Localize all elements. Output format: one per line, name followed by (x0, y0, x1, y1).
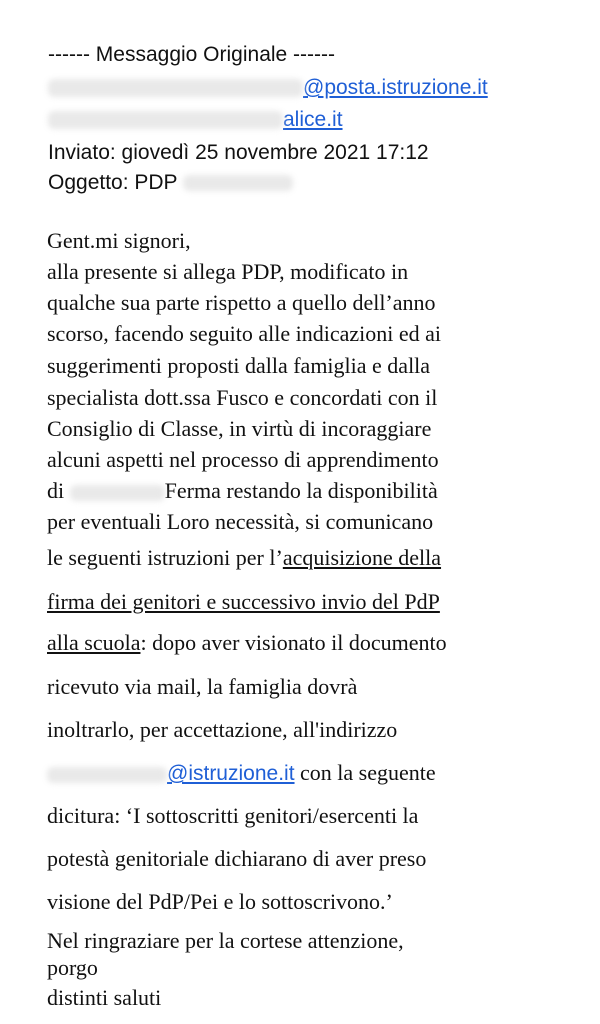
closing-salutation: distinti saluti (47, 985, 162, 1010)
after-link-text: : dopo aver visionato il documento (140, 630, 447, 655)
body-line: Consiglio di Classe, in virtù di incoraggiare (47, 416, 432, 441)
body-line: inoltrarlo, per accettazione, all'indirizzo (47, 717, 398, 742)
body-line: scorso, facendo seguito alle indicazioni ed ai (47, 321, 442, 346)
sender-email-link[interactable]: @posta.istruzione.it (303, 76, 488, 99)
redacted-subject (183, 175, 293, 191)
body-line: ricevuto via mail, la famiglia dovrà (47, 674, 358, 699)
body-line: alcuni aspetti nel processo di apprendimento (47, 447, 439, 472)
from-line (48, 75, 488, 101)
di-prefix: di (47, 478, 65, 503)
email-suffix: con la seguente (294, 760, 436, 785)
body-line: porgo (47, 955, 98, 980)
body-line: potestà genitoriale dichiarano di aver preso (47, 846, 427, 871)
body-line (47, 760, 436, 787)
to-line (48, 107, 343, 133)
body-line: qualche sua parte rispetto a quello dell’anno (47, 290, 436, 315)
redacted-student-name (70, 485, 165, 501)
body-line: dicitura: ‘I sottoscritti genitori/esercenti la (47, 803, 419, 828)
body-line: alla presente si allega PDP, modificato in (47, 259, 409, 284)
body-line (47, 630, 447, 656)
body-line: per eventuali Loro necessità, si comunicano (47, 509, 434, 534)
di-suffix: Ferma restando la disponibilità (164, 478, 438, 503)
original-message-separator: ------ Messaggio Originale ------ (48, 43, 336, 66)
body-line (47, 545, 441, 571)
redacted-sender (48, 79, 303, 97)
subject-prefix: Oggetto: PDP (48, 171, 178, 194)
recipient-email-link[interactable]: alice.it (283, 108, 343, 131)
sent-line: Inviato: giovedì 25 novembre 2021 17:12 (48, 141, 429, 164)
underlined-instructions-part2: firma dei genitori e successivo invio del PdP (47, 589, 440, 614)
greeting: Gent.mi signori, (47, 228, 191, 253)
school-email-link[interactable]: @istruzione.it (167, 762, 295, 785)
seguenti-prefix: le seguenti istruzioni per l’ (47, 545, 283, 570)
redacted-recipient (48, 111, 283, 129)
body-line: Nel ringraziare per la cortese attenzione, (47, 928, 404, 953)
body-line (47, 478, 438, 504)
body-line: visione del PdP/Pei e lo sottoscrivono.’ (47, 889, 393, 914)
underlined-instructions-part1: acquisizione della (282, 545, 442, 570)
underlined-instructions-part3: alla scuola (47, 630, 141, 655)
body-line: suggerimenti proposti dalla famiglia e dalla (47, 353, 431, 378)
body-line (47, 589, 440, 615)
subject-line (48, 170, 293, 196)
redacted-school-email (47, 767, 167, 783)
body-line: specialista dott.ssa Fusco e concordati con il (47, 385, 438, 410)
